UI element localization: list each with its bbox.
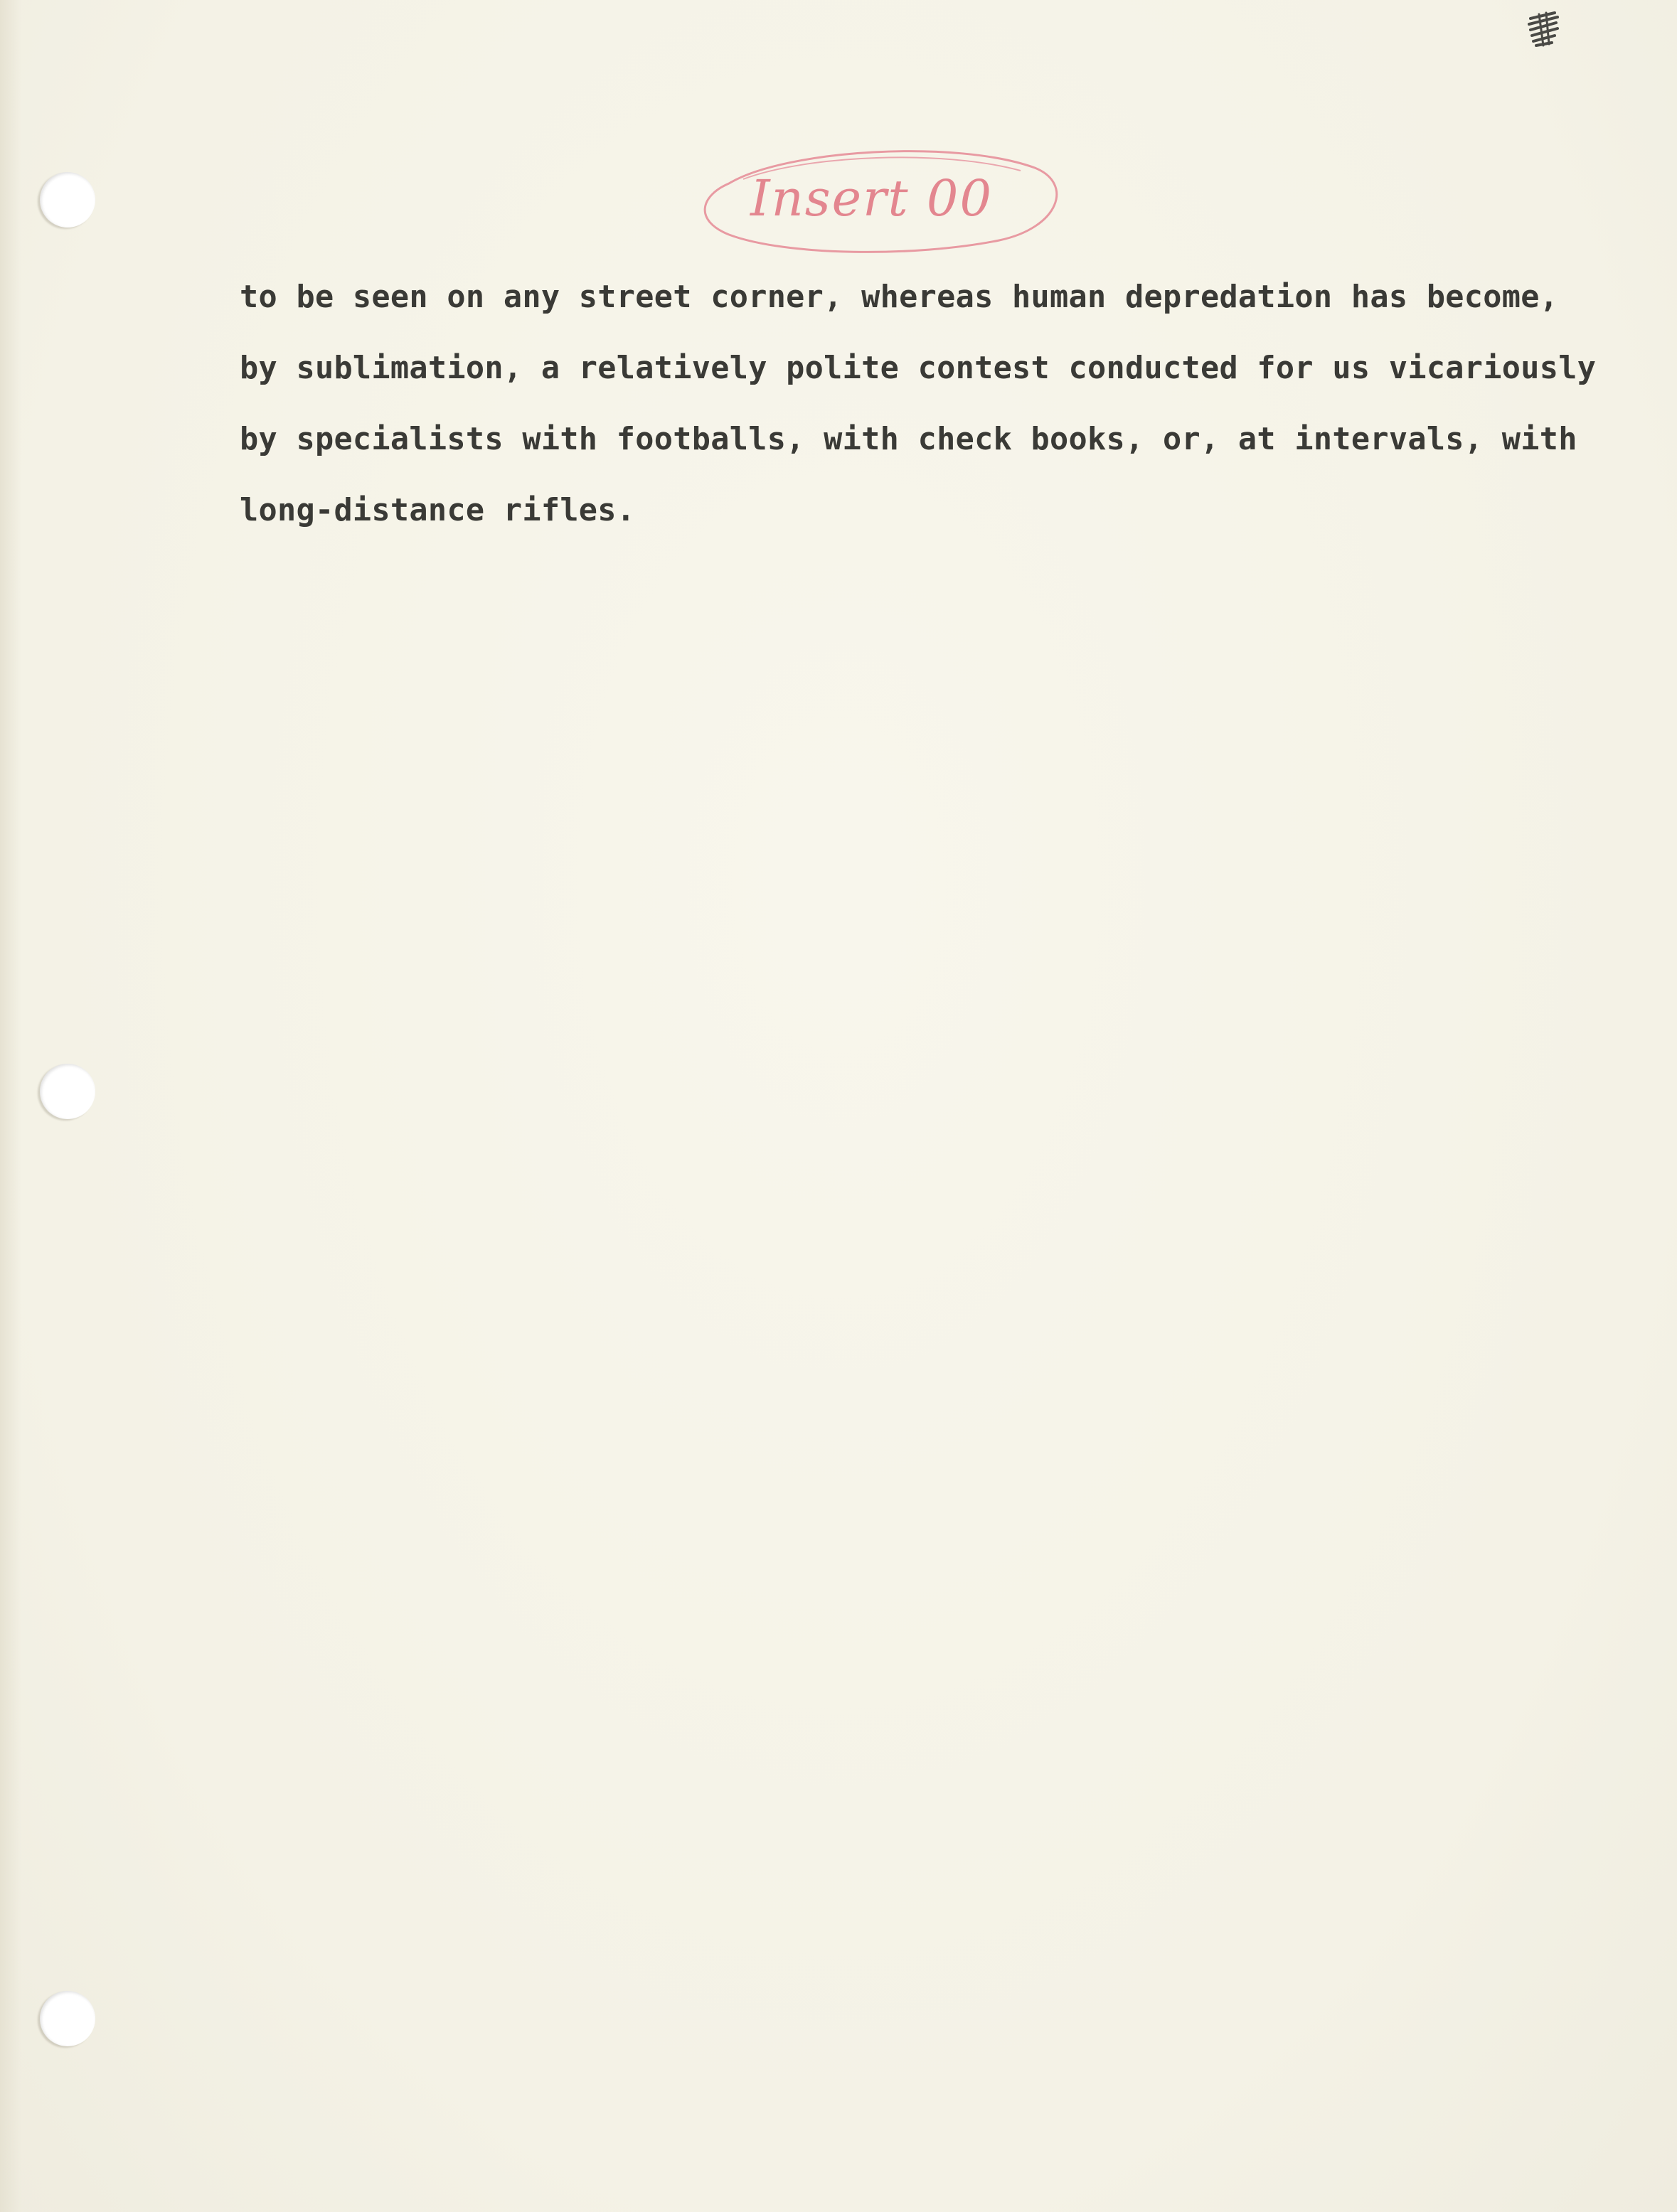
page-left-edge: [0, 0, 21, 2212]
punch-hole-top: [40, 172, 95, 228]
typed-paragraph: [240, 262, 1597, 546]
scribble-mark-icon: [1523, 9, 1566, 51]
text-line: by specialists with footballs, with check books, or, at intervals, with: [240, 422, 1577, 457]
punch-hole-middle: [40, 1064, 95, 1119]
text-line: by sublimation, a relatively polite contest conducted for us vicariously: [240, 351, 1597, 386]
insert-note-text: Insert 00: [750, 169, 993, 228]
text-line: to be seen on any street corner, whereas human depredation has become,: [240, 279, 1559, 315]
insert-annotation: [701, 142, 1070, 263]
text-line: long-distance rifles.: [240, 493, 636, 528]
punch-hole-bottom: [40, 1991, 95, 2046]
